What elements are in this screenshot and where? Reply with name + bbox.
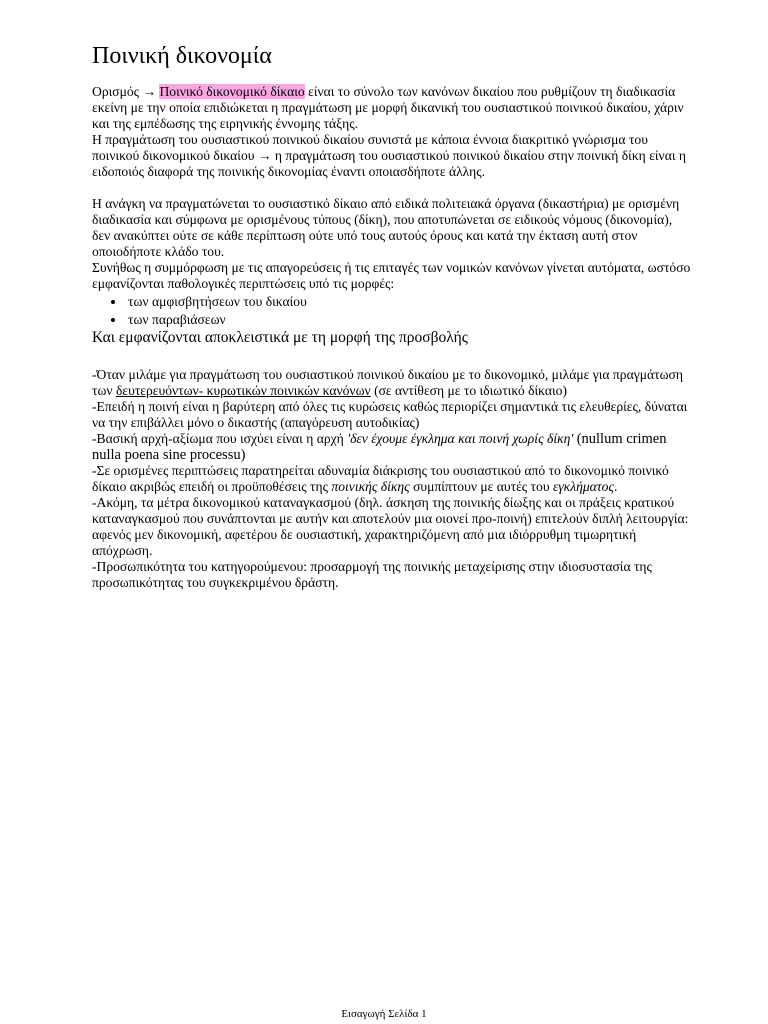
document-body xyxy=(92,84,692,591)
underlined-term: δευτερευόντων- κυρωτικών ποινικών κανόνων xyxy=(115,383,371,398)
definition-text: είναι το σύνολο των κανόνων δικαίου που ρυθμίζουν τη διαδικασία εκείνη με την οποία επιδιώκεται η πραγμάτωση με μορφή δικανική του ουσιαστικού ποινικού δικαίου, χάριν και της εμπέδωσης της ειρηνικής έννομης τάξης. xyxy=(92,84,684,131)
paragraph-compliance: Συνήθως η συμμόρφωση με τις απαγορεύσεις ή τις επιταγές των νομικών κανόνων γίνεται αυτόματα, ωστόσο εμφανίζονται παθολογικές περιπτώσεις υπό τις μορφές: xyxy=(92,260,691,291)
highlighted-term: Ποινικό δικονομικό δίκαιο xyxy=(159,84,305,99)
paragraph-need: Η ανάγκη να πραγματώνεται το ουσιαστικό δίκαιο από ειδικά πολιτειακά όργανα (δικαστήρια) με ορισμένη διαδικασία και σύμφωνα με ορισμένους τύπους (δίκη), που αποτυπώνεται σε ειδικούς νόμους (δικονομία), δεν ανακύπτει ούτε σε κάθε περίπτωση ούτε υπό τους αυτούς όρους και κατά την έκταση αυτή στον οποιοδήποτε κλάδο του. xyxy=(92,196,680,259)
emphasis-term: προσβολής xyxy=(398,329,468,346)
latin-maxim: (nullum crimen nulla poena sine processu) xyxy=(92,431,667,463)
paragraph-personality: -Προσωπικότητα του κατηγορούμενου: προσαρμογή της ποινικής μεταχείρισης στην ιδιοσυστασία της προσωπικότητας του συγκεκριμένου δράστη. xyxy=(92,559,652,590)
list-item: • των παραβιάσεων xyxy=(126,312,692,328)
page-title: Ποινική δικονομία xyxy=(92,43,272,69)
paragraph-secondary-rules: -Όταν μιλάμε για πραγμάτωση του ουσιαστικού ποινικού δικαίου με το δικονομικό, μιλάμε για πραγμάτωση των δευτερευόντων- κυρωτικών ποινικών κανόνων (σε αντίθεση με το ιδιωτικό δίκαιο) xyxy=(92,367,683,398)
list-item: • των αμφισβητήσεων του δικαίου xyxy=(126,294,692,310)
forms-list xyxy=(92,294,692,328)
principle-quote: 'δεν έχουμε έγκλημα και ποινή χωρίς δίκη' xyxy=(347,431,574,446)
paragraph-coercion: -Ακόμη, τα μέτρα δικονομικού καταναγκασμού (δηλ. άσκηση της ποινικής δίωξης και οι πράξεις κρατικού καταναγκασμού που συνάπτονται με αυτήν και αποτελούν μια οιονεί προ-ποινή) επιτελούν διπλή λειτουργία: αφενός μεν δικονομική, αφετέρου δε ουσιαστική, χαρακτηριζόμενη από μια ιδιόρρυθμη τιμωρητική απόχρωση. xyxy=(92,495,689,558)
definition-prefix: Ορισμός → xyxy=(92,84,157,99)
paragraph-appear: Και εμφανίζονται αποκλειστικά με τη μορφή της προσβολής xyxy=(92,329,468,346)
paragraph-realization: Η πραγμάτωση του ουσιαστικού ποινικού δικαίου συνιστά με κάποια έννοια διακριτικό γνώρισμα του ποινικού δικονομικού δικαίου → η πραγμάτωση του ουσιαστικού ποινικού δικαίου στην ποινική δίκη είναι η ειδοποιός διαφορά της ποινικής δικονομίας έναντι οποιασδήποτε άλλης. xyxy=(92,132,686,179)
paragraph-distinction: -Σε ορισμένες περιπτώσεις παρατηρείται αδυναμία διάκρισης του ουσιαστικού από το δικονομικό ποινικό δίκαιο ακριβώς επειδή οι προϋποθέσεις της ποινικής δίκης συμπίπτουν με αυτές του εγκλήματος. xyxy=(92,463,669,494)
paragraph-punishment: -Επειδή η ποινή είναι η βαρύτερη από όλες τις κυρώσεις καθώς περιορίζει σημαντικά τις ελευθερίες, δύναται να την επιβάλλει μόνο ο δικαστής (απαγόρευση αυτοδικίας) xyxy=(92,399,688,430)
definition-paragraph xyxy=(92,84,692,132)
page-footer: Εισαγωγή Σελίδα 1 xyxy=(341,1008,427,1020)
paragraph-principle: -Βασική αρχή-αξίωμα που ισχύει είναι η αρχή 'δεν έχουμε έγκλημα και ποινή χωρίς δίκη' (nullum crimen nulla poena sine processu) xyxy=(92,431,667,463)
